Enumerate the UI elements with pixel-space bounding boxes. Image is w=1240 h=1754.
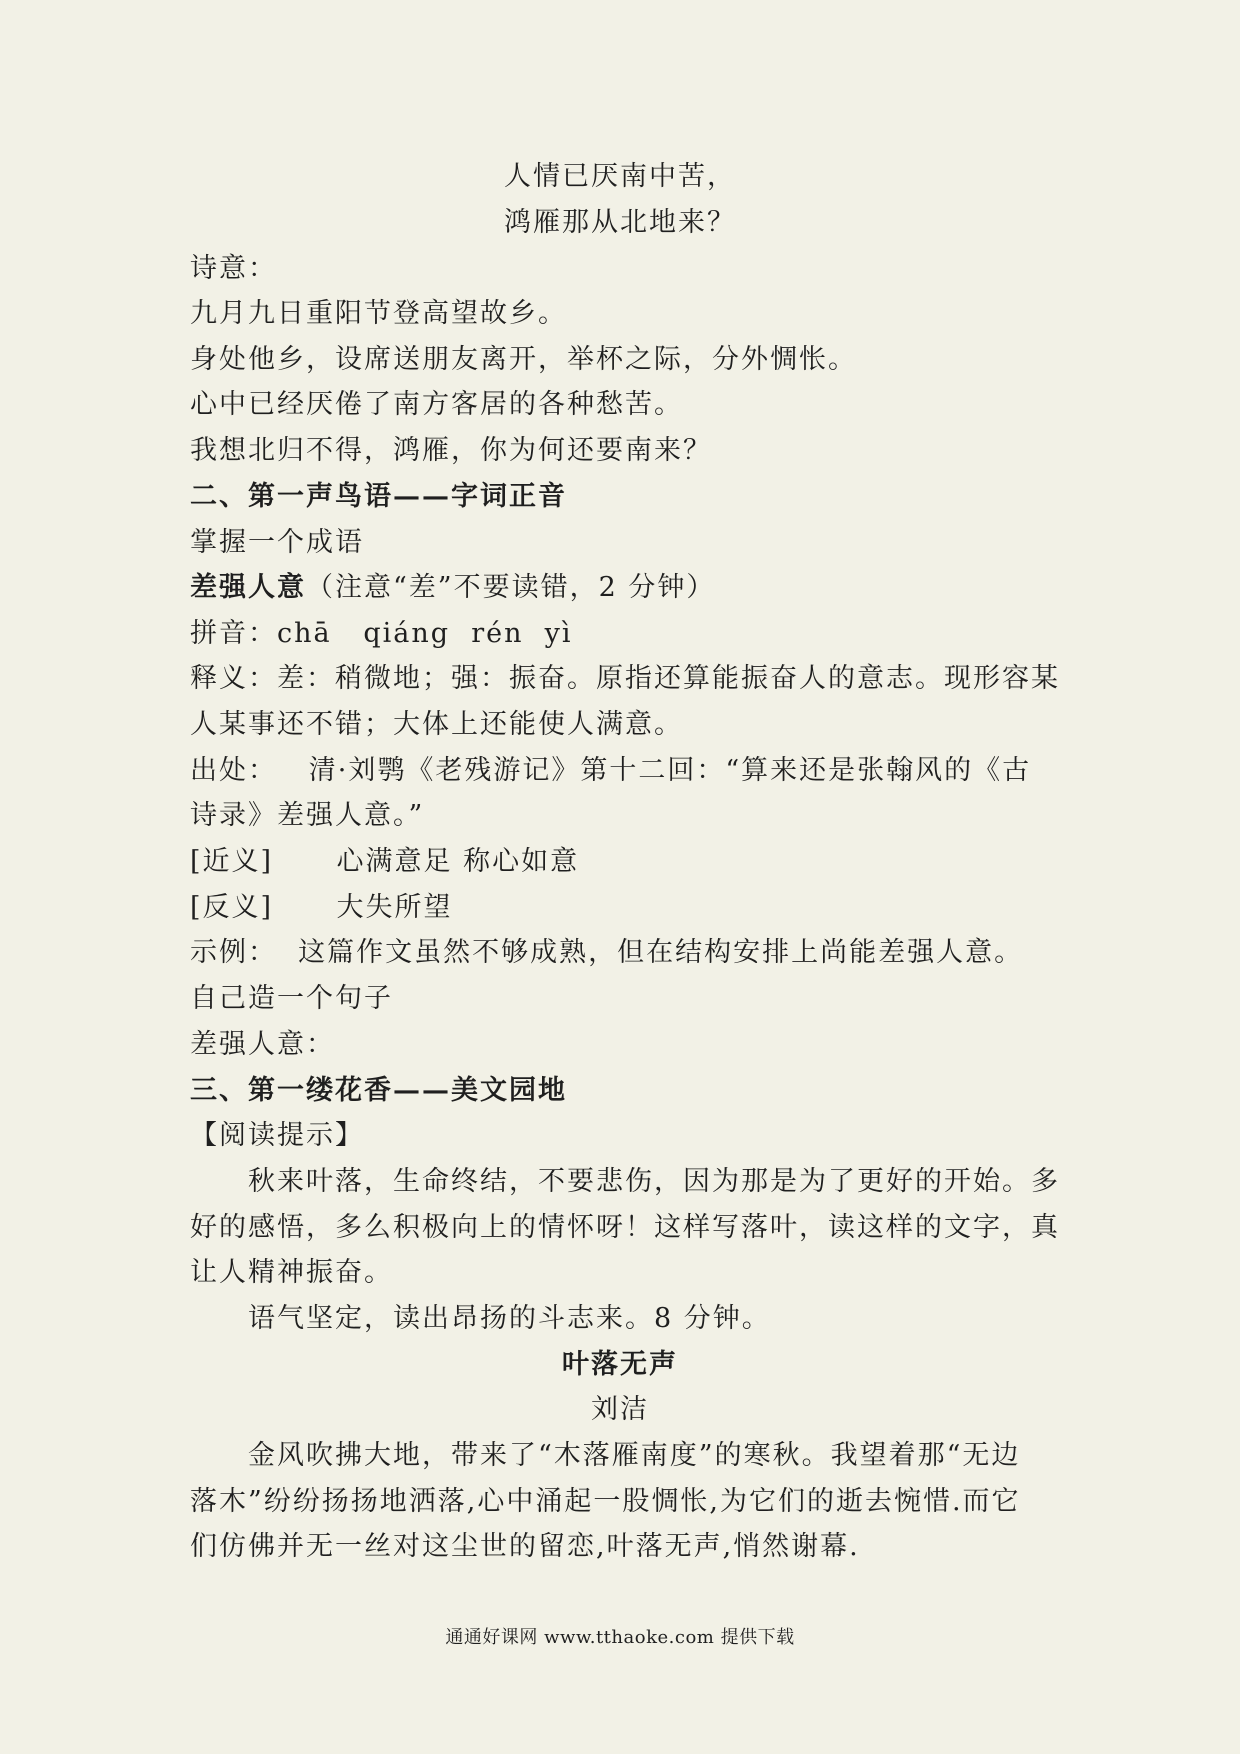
source-line-1: 出处： 清·刘鹗《老残游记》第十二回：“算来还是张翰风的《古 <box>190 755 1032 786</box>
article-title: 叶落无声 <box>562 1349 678 1380</box>
idiom-line <box>190 565 715 611</box>
meaning-line-3: 心中已经厌倦了南方客居的各种愁苦。 <box>190 389 683 420</box>
source-line-2: 诗录》差强人意。” <box>190 800 425 831</box>
pinyin-line: 拼音：chā qiáng rén yì <box>190 618 573 649</box>
definition-line-2: 人某事还不错；大体上还能使人满意。 <box>190 709 683 740</box>
task-line: 自己造一个句子 <box>190 983 393 1014</box>
synonyms-line: [近义] 心满意足 称心如意 <box>190 846 580 877</box>
example-line: 示例： 这篇作文虽然不够成熟，但在结构安排上尚能差强人意。 <box>190 937 1024 968</box>
meaning-line-4: 我想北归不得，鸿雁，你为何还要南来？ <box>190 435 712 466</box>
section2-heading: 二、第一声鸟语——字词正音 <box>190 481 567 512</box>
poem-line-1: 人情已厌南中苦， <box>504 161 736 192</box>
meaning-line-1: 九月九日重阳节登高望故乡。 <box>190 298 567 329</box>
meaning-line-2: 身处他乡，设席送朋友离开，举杯之际，分外惆怅。 <box>190 344 857 375</box>
reading-tip-label: 【阅读提示】 <box>190 1120 364 1151</box>
page-footer: 通通好课网 www.tthaoke.com 提供下载 <box>445 1627 795 1648</box>
article-line-1: 金风吹拂大地，带来了“木落雁南度”的寒秋。我望着那“无边 <box>248 1440 1021 1471</box>
idiom-note: （注意“差”不要读错，2 分钟） <box>306 572 716 603</box>
answer-label: 差强人意： <box>190 1029 335 1060</box>
antonyms-line: [反义] 大失所望 <box>190 892 453 923</box>
tip-line-2: 好的感悟，多么积极向上的情怀呀！这样写落叶，读这样的文字，真 <box>190 1212 1060 1243</box>
definition-line-1: 释义：差：稍微地；强：振奋。原指还算能振奋人的意志。现形容某 <box>190 663 1060 694</box>
section3-heading: 三、第一缕花香——美文园地 <box>190 1075 567 1106</box>
article-author: 刘洁 <box>591 1394 649 1425</box>
poem-line-2: 鸿雁那从北地来？ <box>504 207 736 238</box>
article-line-2: 落木”纷纷扬扬地洒落,心中涌起一股惆怅,为它们的逝去惋惜.而它 <box>190 1486 1021 1517</box>
tip-line-3: 让人精神振奋。 <box>190 1257 393 1288</box>
article-line-3: 们仿佛并无一丝对这尘世的留恋,叶落无声,悄然谢幕. <box>190 1531 860 1562</box>
tip-line-1: 秋来叶落，生命终结，不要悲伤，因为那是为了更好的开始。多 <box>248 1166 1060 1197</box>
instruction-line: 语气坚定，读出昂扬的斗志来。8 分钟。 <box>248 1303 771 1334</box>
meaning-label: 诗意： <box>190 253 277 284</box>
idiom-term: 差强人意 <box>190 572 306 603</box>
section2-intro: 掌握一个成语 <box>190 527 364 558</box>
